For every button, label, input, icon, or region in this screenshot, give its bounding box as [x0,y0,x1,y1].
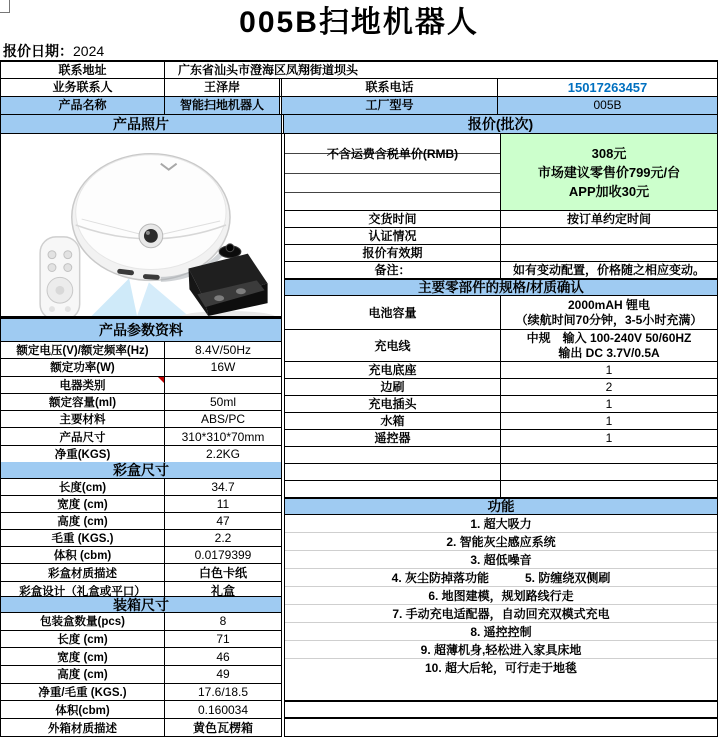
price-line: APP加收30元 [568,183,650,199]
comment-marker-icon [158,377,164,383]
empty-row [285,700,717,717]
person-label: 业务联系人 [1,79,165,96]
quote-row-label: 备注： [285,262,501,278]
colorbox-row [1,530,281,547]
price-label: 不含运费含税单价(RMB) [326,146,459,161]
robot-vacuum-illustration [1,134,281,316]
quote-row-label: 认证情况 [285,228,501,244]
param-value: 8.4V/50Hz [194,343,252,358]
parts-row-label: 充电底座 [285,362,501,378]
page-title: 005B扫地机器人 [239,6,479,39]
colorbox-value: 11 [216,497,230,511]
model-label: 工厂型号 [282,97,498,114]
photo-section-header: 产品照片 [1,115,282,133]
cable-value [501,330,717,361]
battery-value [501,296,717,329]
address-label: 联系地址 [1,62,165,78]
colorbox-label: 宽度 (cm) [1,496,165,512]
carton-label: 长度 (cm) [1,631,165,648]
carton-value: 0.160034 [197,702,249,717]
params-rows [1,342,281,462]
parts-row [285,413,717,430]
param-row [1,428,281,445]
parts-row-value: 2 [605,380,613,394]
product-photo [1,134,281,318]
battery-row [285,296,717,330]
parts-row-value: 1 [605,397,613,411]
parts-row-value: 1 [605,363,613,377]
carton-label: 宽度 (cm) [1,648,165,665]
param-label: 产品尺寸 [1,428,165,444]
colorbox-label: 毛重 (KGS.) [1,530,165,546]
param-label: 主要材料 [1,411,165,427]
colorbox-row [1,564,281,582]
quote-row [285,228,717,245]
quote-row [285,245,717,262]
function-line: 7. 手动充电适配器，自动回充双模式充电 [285,605,717,623]
colorbox-row [1,513,281,530]
carton-value: 71 [216,632,230,646]
param-row [1,377,281,394]
parts-row [285,430,717,447]
left-column [0,134,282,737]
carton-value: 8 [219,614,227,629]
function-line: 3. 超低噪音 [285,551,717,569]
parts-row [285,396,717,413]
carton-label: 高度 (cm) [1,666,165,683]
param-value: 50ml [209,394,236,409]
param-value: 16W [210,360,236,375]
quote-section-header: 报价(批次) [284,115,717,133]
param-label: 额定容量(ml) [1,394,165,410]
colorbox-label: 高度 (cm) [1,513,165,529]
param-value: 2.2KG [205,446,241,461]
price-line: 市场建议零售价799元/台 [537,164,681,180]
product-name-value: 智能扫地机器人 [165,97,280,114]
price-line: 308元 [591,145,627,161]
carton-row [1,648,281,666]
parts-rows [285,362,717,447]
carton-label: 包装盒数量(pcs) [1,613,165,630]
colorbox-row [1,547,281,564]
carton-row [1,701,281,719]
person-value: 王泽岸 [165,79,280,96]
colorbox-value: 0.0179399 [194,548,252,562]
colorbox-rows [1,479,281,596]
carton-value: 17.6/18.5 [197,685,249,700]
parts-row-value: 1 [605,414,613,428]
parts-row-label: 水箱 [285,413,501,429]
price-label-cell [285,134,501,210]
carton-row [1,613,281,631]
function-line: 1. 超大吸力 [285,515,717,533]
price-block [285,134,717,211]
param-value: 310*310*70mm [181,429,265,444]
param-label: 电器类别 [1,377,165,393]
quote-row-value [501,245,717,261]
param-row [1,411,281,428]
empty-cell [285,464,501,480]
quote-date-label: 报价日期： [3,43,73,59]
phone-value: 15017263457 [567,80,648,95]
function-line: 6. 地图建模，规划路线行走 [285,587,717,605]
quote-date-value: 2024 [73,43,105,59]
right-column [284,134,718,737]
carton-label: 体积(cbm) [1,701,165,718]
carton-value: 46 [216,649,230,664]
colorbox-label: 彩盒设计（礼盒或平口） [1,582,165,599]
quote-row-label: 交货时间 [285,211,501,227]
param-row [1,446,281,462]
param-row [1,359,281,376]
colorbox-row [1,496,281,513]
contact-person-row [1,79,717,97]
parts-row-label: 边刷 [285,379,501,395]
colorbox-row [1,479,281,496]
cable-label: 充电线 [285,330,501,361]
function-line: 4. 灰尘防掉落功能 5. 防缠绕双侧刷 [285,569,717,587]
param-label: 额定功率(W) [1,359,165,375]
phone-label: 联系电话 [282,79,498,96]
cable-line: 中规 输入 100-240V 50/60HZ [526,330,692,345]
colorbox-label: 彩盒材质描述 [1,564,165,581]
params-section-header: 产品参数资料 [1,318,281,342]
price-value-cell [501,134,717,210]
function-line: 10. 超大后轮，可行走于地毯 [424,661,578,675]
carton-row [1,666,281,684]
quote-row [285,211,717,228]
carton-rows [1,613,281,736]
battery-line: （续航时间70分钟，3-5小时充满） [515,312,703,327]
colorbox-value: 礼盒 [210,584,235,598]
address-value: 广东省汕头市澄海区凤翔街道坝头 [178,63,359,77]
sheet-corner [0,0,10,13]
empty-cell [285,481,501,497]
empty-row [285,481,717,498]
function-list [285,515,717,673]
colorbox-value: 2.2 [214,531,232,545]
quote-rows [285,211,717,279]
carton-value: 49 [216,667,230,682]
quote-date-row [0,43,718,60]
quote-row-value: 按订单约定时间 [566,212,651,226]
carton-section-header: 装箱尺寸 [1,596,281,613]
quote-row-label: 报价有效期 [285,245,501,261]
empty-area [285,673,717,700]
quote-row-value: 如有变动配置，价格随之相应变动。 [512,263,705,277]
function-line: 8. 遥控控制 [285,623,717,641]
param-row [1,394,281,411]
colorbox-label: 体积 (cbm) [1,547,165,563]
carton-row [1,719,281,736]
gridline [285,173,500,174]
param-row [1,342,281,359]
param-label: 净重(KGS) [1,446,165,462]
parts-row-value: 1 [605,431,613,445]
cable-row [285,330,717,362]
battery-label: 电池容量 [285,296,501,329]
empty-row [285,464,717,481]
colorbox-section-header: 彩盒尺寸 [1,462,281,479]
empty-row [285,717,717,736]
empty-row [285,447,717,464]
gridline [285,192,500,193]
colorbox-row [1,582,281,599]
carton-row [1,631,281,649]
parts-row-label: 遥控器 [285,430,501,446]
function-line: 2. 智能灰尘感应系统 [285,533,717,551]
address-row [1,62,717,79]
battery-line: 2000mAH 锂电 [567,297,651,312]
function-line: 9. 超薄机身,轻松进入家具床地 [285,641,717,659]
carton-label: 净重/毛重 (KGS.) [1,684,165,701]
product-name-row [1,97,717,115]
cable-line: 输出 DC 3.7V/0.5A [558,345,660,360]
quote-row [285,262,717,279]
main-area [0,134,718,737]
section-header-row [1,115,717,134]
parts-row [285,362,717,379]
product-name-label: 产品名称 [1,97,165,114]
parts-row-label: 充电插头 [285,396,501,412]
carton-row [1,684,281,702]
colorbox-value: 47 [216,514,230,528]
colorbox-value: 白色卡纸 [198,566,247,580]
parts-row [285,379,717,396]
carton-label: 外箱材质描述 [1,719,165,736]
model-value: 005B [498,97,717,114]
colorbox-label: 长度(cm) [1,479,165,495]
carton-value: 黄色瓦楞箱 [192,721,253,736]
empty-cell [285,447,501,463]
quote-row-value [501,228,717,244]
param-value: ABS/PC [200,412,245,427]
functions-section-header: 功能 [285,498,717,515]
param-label: 额定电压(V)/额定频率(Hz) [1,342,165,358]
parts-section-header: 主要零部件的规格/材质确认 [285,279,717,296]
colorbox-value: 34.7 [211,480,235,494]
contact-table [0,60,718,134]
param-value [165,377,281,393]
